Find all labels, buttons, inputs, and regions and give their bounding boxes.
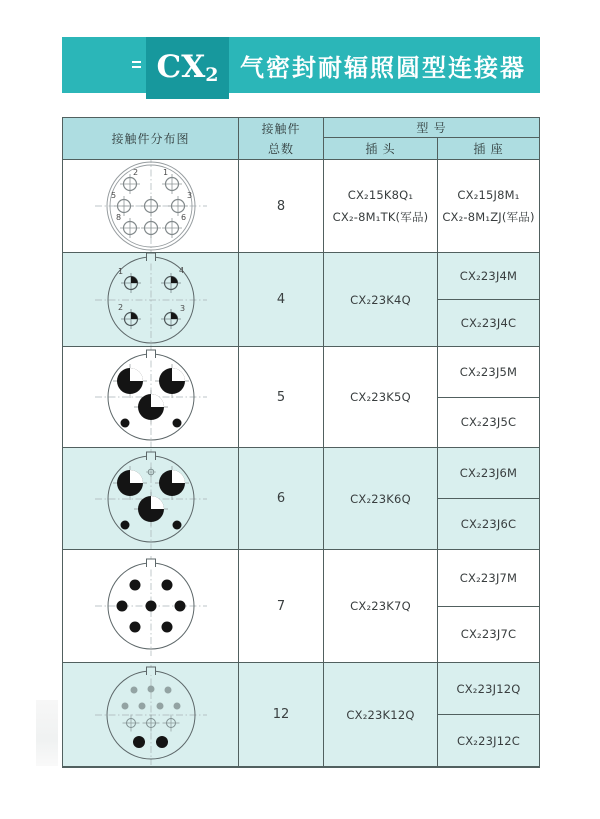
socket-model: CX₂15J8M₁ bbox=[457, 187, 520, 202]
svg-text:2: 2 bbox=[117, 302, 123, 312]
socket-model: CX₂23J12C bbox=[456, 733, 520, 748]
socket-model-cell bbox=[438, 347, 539, 447]
contact-count: 4 bbox=[239, 253, 324, 346]
header-contact-count bbox=[239, 118, 324, 159]
contact-count: 7 bbox=[239, 550, 324, 662]
svg-text:1: 1 bbox=[162, 168, 168, 177]
header-contact-count-line2: 总数 bbox=[267, 142, 294, 156]
contact-layout-diagram-7 bbox=[86, 554, 216, 658]
header-contact-count-line1: 接触件 bbox=[261, 122, 301, 136]
socket-model-cell bbox=[438, 253, 539, 346]
table-row bbox=[63, 253, 539, 347]
socket-model: CX₂23J4C bbox=[460, 316, 517, 330]
diagram-cell bbox=[63, 253, 239, 346]
socket-model-cell bbox=[438, 448, 539, 549]
socket-model: CX₂23J7M bbox=[438, 550, 539, 607]
diagram-cell bbox=[63, 550, 239, 662]
plug-model-cell bbox=[324, 160, 438, 252]
socket-model-cell bbox=[438, 160, 539, 252]
diagram-cell bbox=[63, 663, 239, 766]
contact-count: 5 bbox=[239, 347, 324, 447]
plug-model: CX₂23K4Q bbox=[350, 292, 411, 307]
svg-text:2: 2 bbox=[132, 168, 138, 177]
table-row bbox=[63, 448, 539, 550]
plug-model: CX₂-8M₁TK(军品) bbox=[332, 209, 429, 224]
banner-mark-icon bbox=[132, 61, 141, 69]
diagram-cell bbox=[63, 347, 239, 447]
connector-model-table bbox=[62, 117, 540, 768]
socket-model: CX₂23J5C bbox=[460, 415, 517, 430]
socket-model: CX₂-8M₁ZJ(军品) bbox=[442, 209, 535, 224]
plug-model: CX₂23K6Q bbox=[350, 491, 411, 506]
svg-text:3: 3 bbox=[186, 191, 192, 200]
contact-layout-diagram-6 bbox=[86, 448, 216, 549]
svg-text:3: 3 bbox=[179, 303, 185, 313]
plug-model: CX₂23K7Q bbox=[350, 599, 411, 613]
table-row bbox=[63, 160, 539, 253]
svg-text:1: 1 bbox=[117, 266, 123, 276]
header-socket: 插 座 bbox=[473, 142, 504, 156]
header-contact-layout: 接触件分布图 bbox=[63, 118, 239, 159]
table-row bbox=[63, 550, 539, 663]
series-code: $CX_2$ bbox=[156, 48, 219, 86]
contact-count: 8 bbox=[239, 160, 324, 252]
plug-model: CX₂15K8Q₁ bbox=[347, 187, 414, 202]
svg-text:8: 8 bbox=[115, 213, 121, 222]
plug-model: CX₂23K12Q bbox=[346, 707, 415, 722]
svg-text:5: 5 bbox=[110, 191, 116, 200]
plug-model-cell bbox=[324, 550, 438, 662]
page-title: 气密封耐辐照圆型连接器 bbox=[240, 54, 526, 82]
header-model-group bbox=[324, 118, 539, 159]
contact-count: 12 bbox=[239, 663, 324, 766]
contact-layout-diagram-8 bbox=[86, 160, 216, 252]
scan-artifact bbox=[36, 700, 58, 766]
table-row bbox=[63, 347, 539, 448]
diagram-cell bbox=[63, 448, 239, 549]
socket-model: CX₂23J5M bbox=[438, 347, 539, 398]
plug-model: CX₂23K5Q bbox=[350, 390, 411, 404]
plug-model-cell bbox=[324, 347, 438, 447]
header-plug: 插 头 bbox=[324, 138, 438, 159]
contact-layout-diagram-4 bbox=[86, 253, 216, 346]
svg-text:6: 6 bbox=[180, 213, 186, 222]
socket-model-cell bbox=[438, 663, 539, 766]
contact-count: 6 bbox=[239, 448, 324, 549]
plug-model-cell bbox=[324, 448, 438, 549]
contact-layout-diagram-5 bbox=[86, 347, 216, 447]
socket-model: CX₂23J4M bbox=[438, 253, 539, 300]
socket-model-cell bbox=[438, 550, 539, 662]
svg-text:4: 4 bbox=[178, 265, 184, 275]
header-model-subrow bbox=[324, 138, 539, 159]
plug-model-cell bbox=[324, 663, 438, 766]
diagram-cell bbox=[63, 160, 239, 252]
socket-model: CX₂23J6C bbox=[460, 517, 517, 531]
contact-layout-diagram-12 bbox=[86, 663, 216, 766]
socket-model: CX₂23J7C bbox=[460, 627, 517, 642]
table-header bbox=[63, 118, 539, 160]
table-row bbox=[63, 663, 539, 766]
header-model: 型 号 bbox=[324, 118, 539, 138]
plug-model-cell bbox=[324, 253, 438, 346]
title-banner bbox=[62, 37, 540, 93]
series-code-box bbox=[146, 37, 229, 99]
socket-model: CX₂23J12Q bbox=[438, 663, 539, 715]
socket-model: CX₂23J6M bbox=[438, 448, 539, 499]
